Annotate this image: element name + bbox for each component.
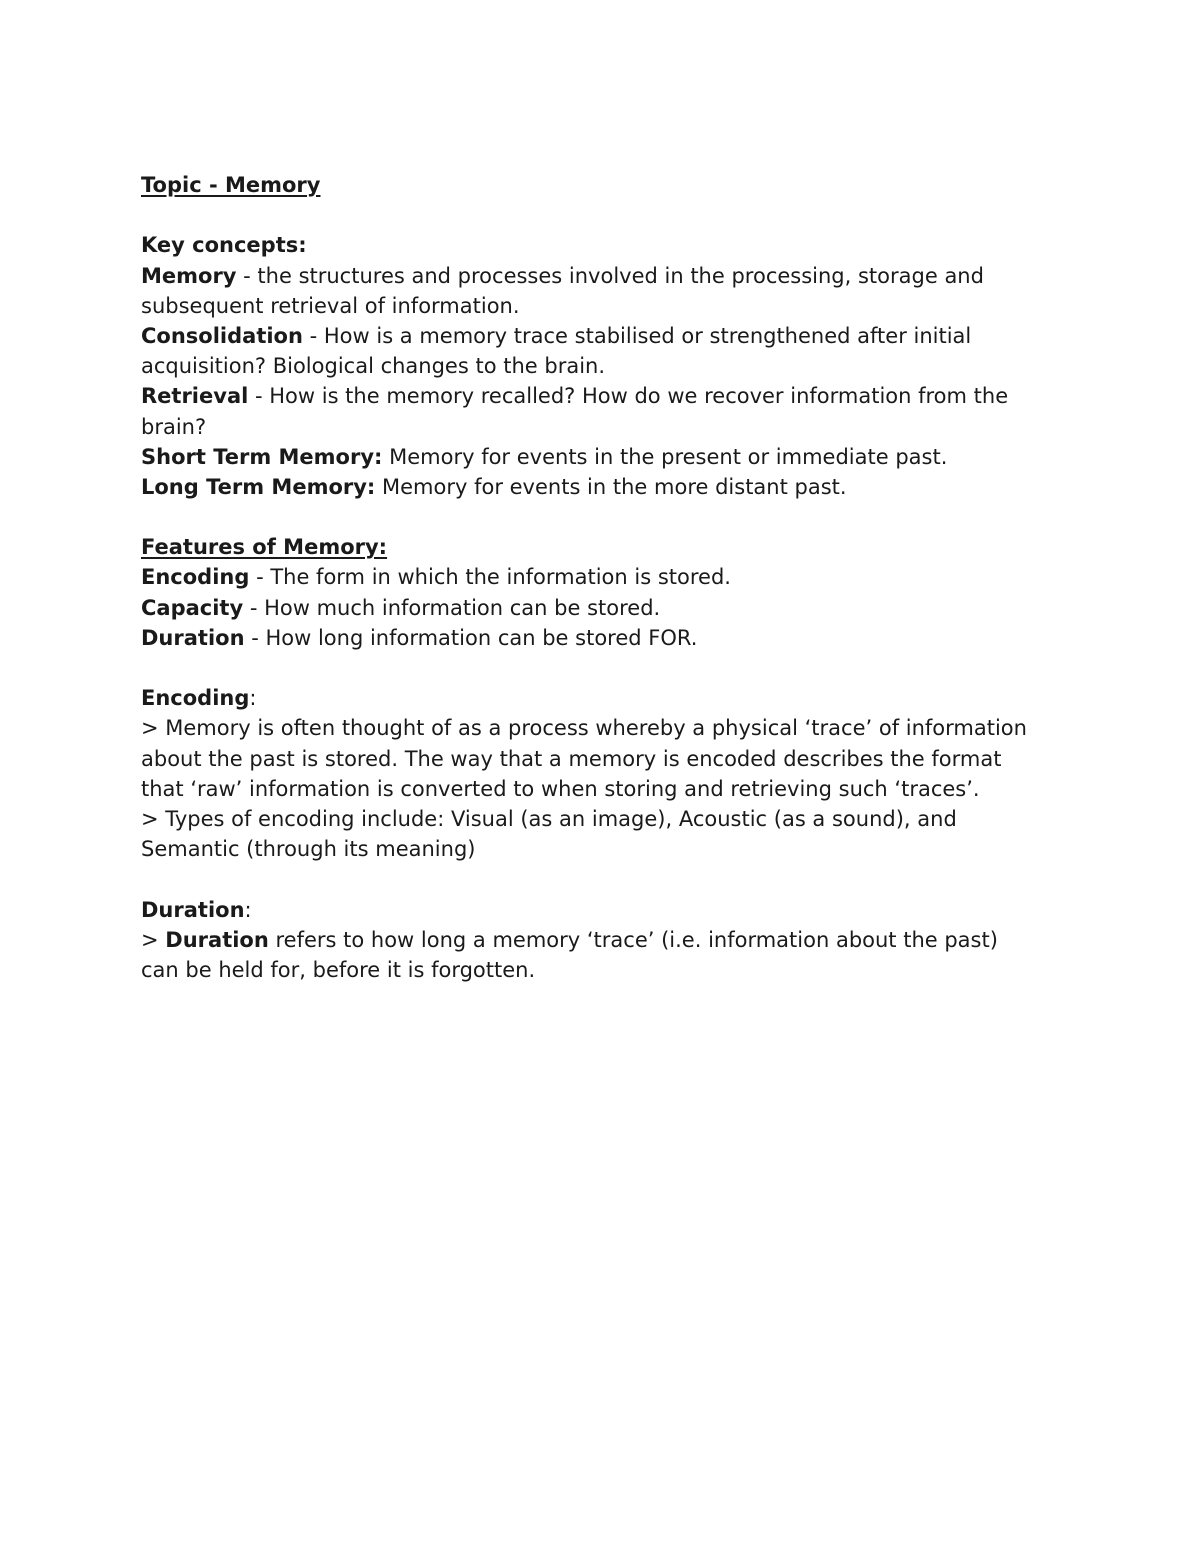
encoding-term: Encoding: [141, 565, 250, 590]
ltm-definition-line: [141, 472, 1071, 502]
consolidation-term: Consolidation: [141, 323, 303, 348]
duration-section-heading: Duration: [141, 897, 245, 922]
stm-definition-line: [141, 442, 1071, 472]
encoding-types-text: > Types of encoding include: Visual (as an image), Acoustic (as a sound), and: [141, 806, 957, 831]
memory-definition-line-2: [141, 291, 1071, 321]
retrieval-definition: - How is the memory recalled? How do we recover information from the: [248, 384, 1009, 409]
encoding-paragraph-line: [141, 774, 1071, 804]
capacity-definition: - How much information can be stored.: [243, 595, 661, 620]
consolidation-definition-line: [141, 321, 1071, 351]
features-heading: Features of Memory:: [141, 535, 388, 560]
ltm-definition: Memory for events in the more distant past.: [375, 474, 847, 499]
capacity-feature-line: [141, 593, 1071, 623]
encoding-paragraph-text: that ‘raw’ information is converted to when storing and retrieving such ‘traces’.: [141, 776, 980, 801]
encoding-paragraph-line: [141, 713, 1071, 743]
encoding-definition: - The form in which the information is stored.: [249, 565, 731, 590]
document-title: Topic - Memory: [141, 173, 321, 197]
retrieval-term: Retrieval: [141, 384, 249, 409]
duration-feature-line: [141, 623, 1071, 653]
duration-inline-term: Duration: [165, 927, 269, 952]
retrieval-definition-continued: brain?: [141, 414, 207, 439]
key-concepts-heading: Key concepts:: [141, 233, 307, 258]
bullet-marker: >: [141, 927, 166, 952]
consolidation-definition-continued: acquisition? Biological changes to the brain.: [141, 354, 606, 379]
spacer: [141, 864, 1071, 894]
retrieval-definition-line-2: [141, 412, 1071, 442]
encoding-section-heading: Encoding: [141, 686, 250, 711]
memory-definition-continued: subsequent retrieval of information.: [141, 293, 520, 318]
key-concepts-heading-line: [141, 230, 1071, 260]
retrieval-definition-line: [141, 381, 1071, 411]
stm-term: Short Term Memory:: [141, 444, 383, 469]
duration-definition: - How long information can be stored FOR.: [244, 625, 698, 650]
document-page: [141, 170, 1071, 985]
heading-colon: :: [249, 686, 257, 711]
duration-paragraph-text: can be held for, before it is forgotten.: [141, 957, 536, 982]
encoding-paragraph-text: about the past is stored. The way that a memory is encoded describes the format: [141, 746, 1002, 771]
encoding-feature-line: [141, 562, 1071, 592]
duration-paragraph-line: [141, 955, 1071, 985]
duration-section-heading-line: [141, 895, 1071, 925]
features-heading-line: [141, 532, 1071, 562]
capacity-term: Capacity: [141, 595, 244, 620]
encoding-section-heading-line: [141, 683, 1071, 713]
encoding-paragraph-line: [141, 744, 1071, 774]
duration-paragraph-text: refers to how long a memory ‘trace’ (i.e. information about the past): [268, 927, 998, 952]
title-line: [141, 170, 1071, 200]
memory-definition: - the structures and processes involved in the processing, storage and: [236, 263, 984, 288]
memory-term: Memory: [141, 263, 237, 288]
duration-paragraph-line: [141, 925, 1071, 955]
encoding-paragraph-text: > Memory is often thought of as a process whereby a physical ‘trace’ of information: [141, 716, 1027, 741]
memory-definition-line: [141, 261, 1071, 291]
encoding-types-text: Semantic (through its meaning): [141, 837, 476, 862]
encoding-types-line: [141, 834, 1071, 864]
duration-term: Duration: [141, 625, 245, 650]
spacer: [141, 653, 1071, 683]
stm-definition: Memory for events in the present or immediate past.: [382, 444, 948, 469]
consolidation-definition-line-2: [141, 351, 1071, 381]
heading-colon: :: [244, 897, 252, 922]
ltm-term: Long Term Memory:: [141, 474, 376, 499]
consolidation-definition: - How is a memory trace stabilised or strengthened after initial: [302, 323, 972, 348]
spacer: [141, 502, 1071, 532]
spacer: [141, 200, 1071, 230]
encoding-types-line: [141, 804, 1071, 834]
